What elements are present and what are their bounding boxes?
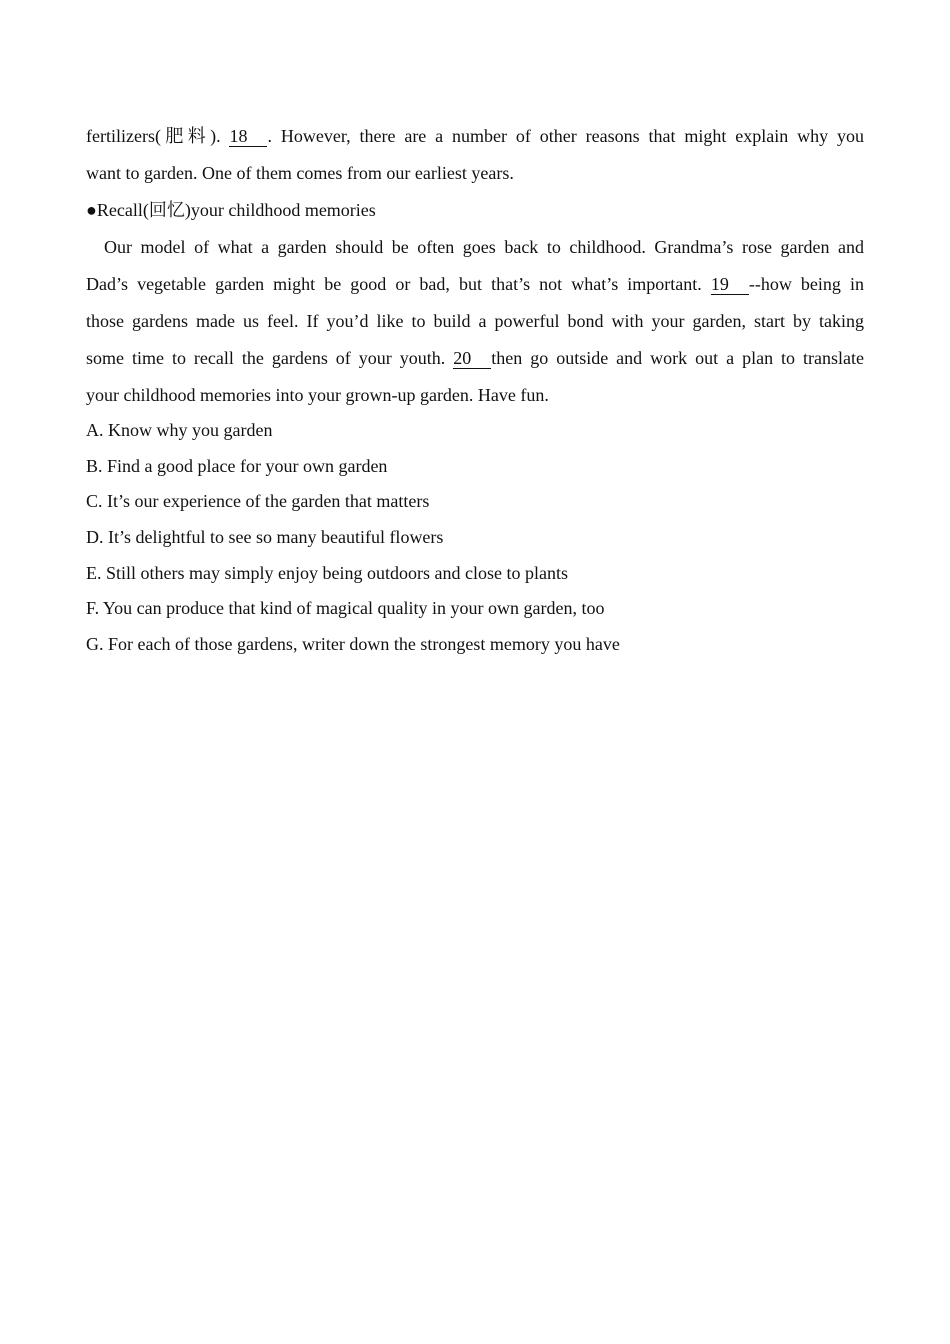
paragraph-2-line-5: your childhood memories into your grown-up garden. Have fun. — [86, 385, 549, 405]
blank-20[interactable]: 20 — [453, 348, 491, 369]
paragraph-1-line-2: want to garden. One of them comes from our earliest years. — [86, 163, 514, 183]
options-list — [86, 413, 864, 663]
text-segment: then go outside and work out a plan to translate — [491, 348, 864, 368]
option-d: D. It’s delightful to see so many beautiful flowers — [86, 527, 444, 548]
text-segment: . However, there are a number of other reasons that might explain why you — [267, 126, 864, 146]
option-a: A. Know why you garden — [86, 420, 273, 440]
text-segment: --how being in — [748, 274, 864, 294]
paragraph-2-line-2 — [86, 266, 864, 303]
section-heading: ●Recall(回忆)your childhood memories — [86, 200, 376, 220]
text-segment: Dad’s vegetable garden might be good or bad, but that’s not what’s important. — [86, 274, 711, 294]
option-g: G. For each of those gardens, writer down the strongest memory you have — [86, 634, 620, 655]
blank-19[interactable]: 19 — [711, 274, 749, 295]
text-segment: some time to recall the gardens of your youth. — [86, 348, 454, 368]
option-c: C. It’s our experience of the garden that matters — [86, 491, 430, 512]
paragraph-2-line-4 — [86, 340, 864, 377]
paragraph-2-line-1: Our model of what a garden should be often goes back to childhood. Grandma’s rose garden and — [104, 237, 864, 257]
paragraph-2-line-3: those gardens made us feel. If you’d like to build a powerful bond with your garden, start by taking — [86, 311, 864, 331]
option-f: F. You can produce that kind of magical quality in your own garden, too — [86, 598, 605, 619]
option-e: E. Still others may simply enjoy being outdoors and close to plants — [86, 562, 568, 583]
option-b: B. Find a good place for your own garden — [86, 455, 388, 476]
blank-18[interactable]: 18 — [229, 126, 267, 147]
paragraph-1-line-1 — [86, 118, 864, 155]
text-segment: fertilizers(肥料). — [86, 126, 230, 146]
document-page — [86, 118, 864, 663]
